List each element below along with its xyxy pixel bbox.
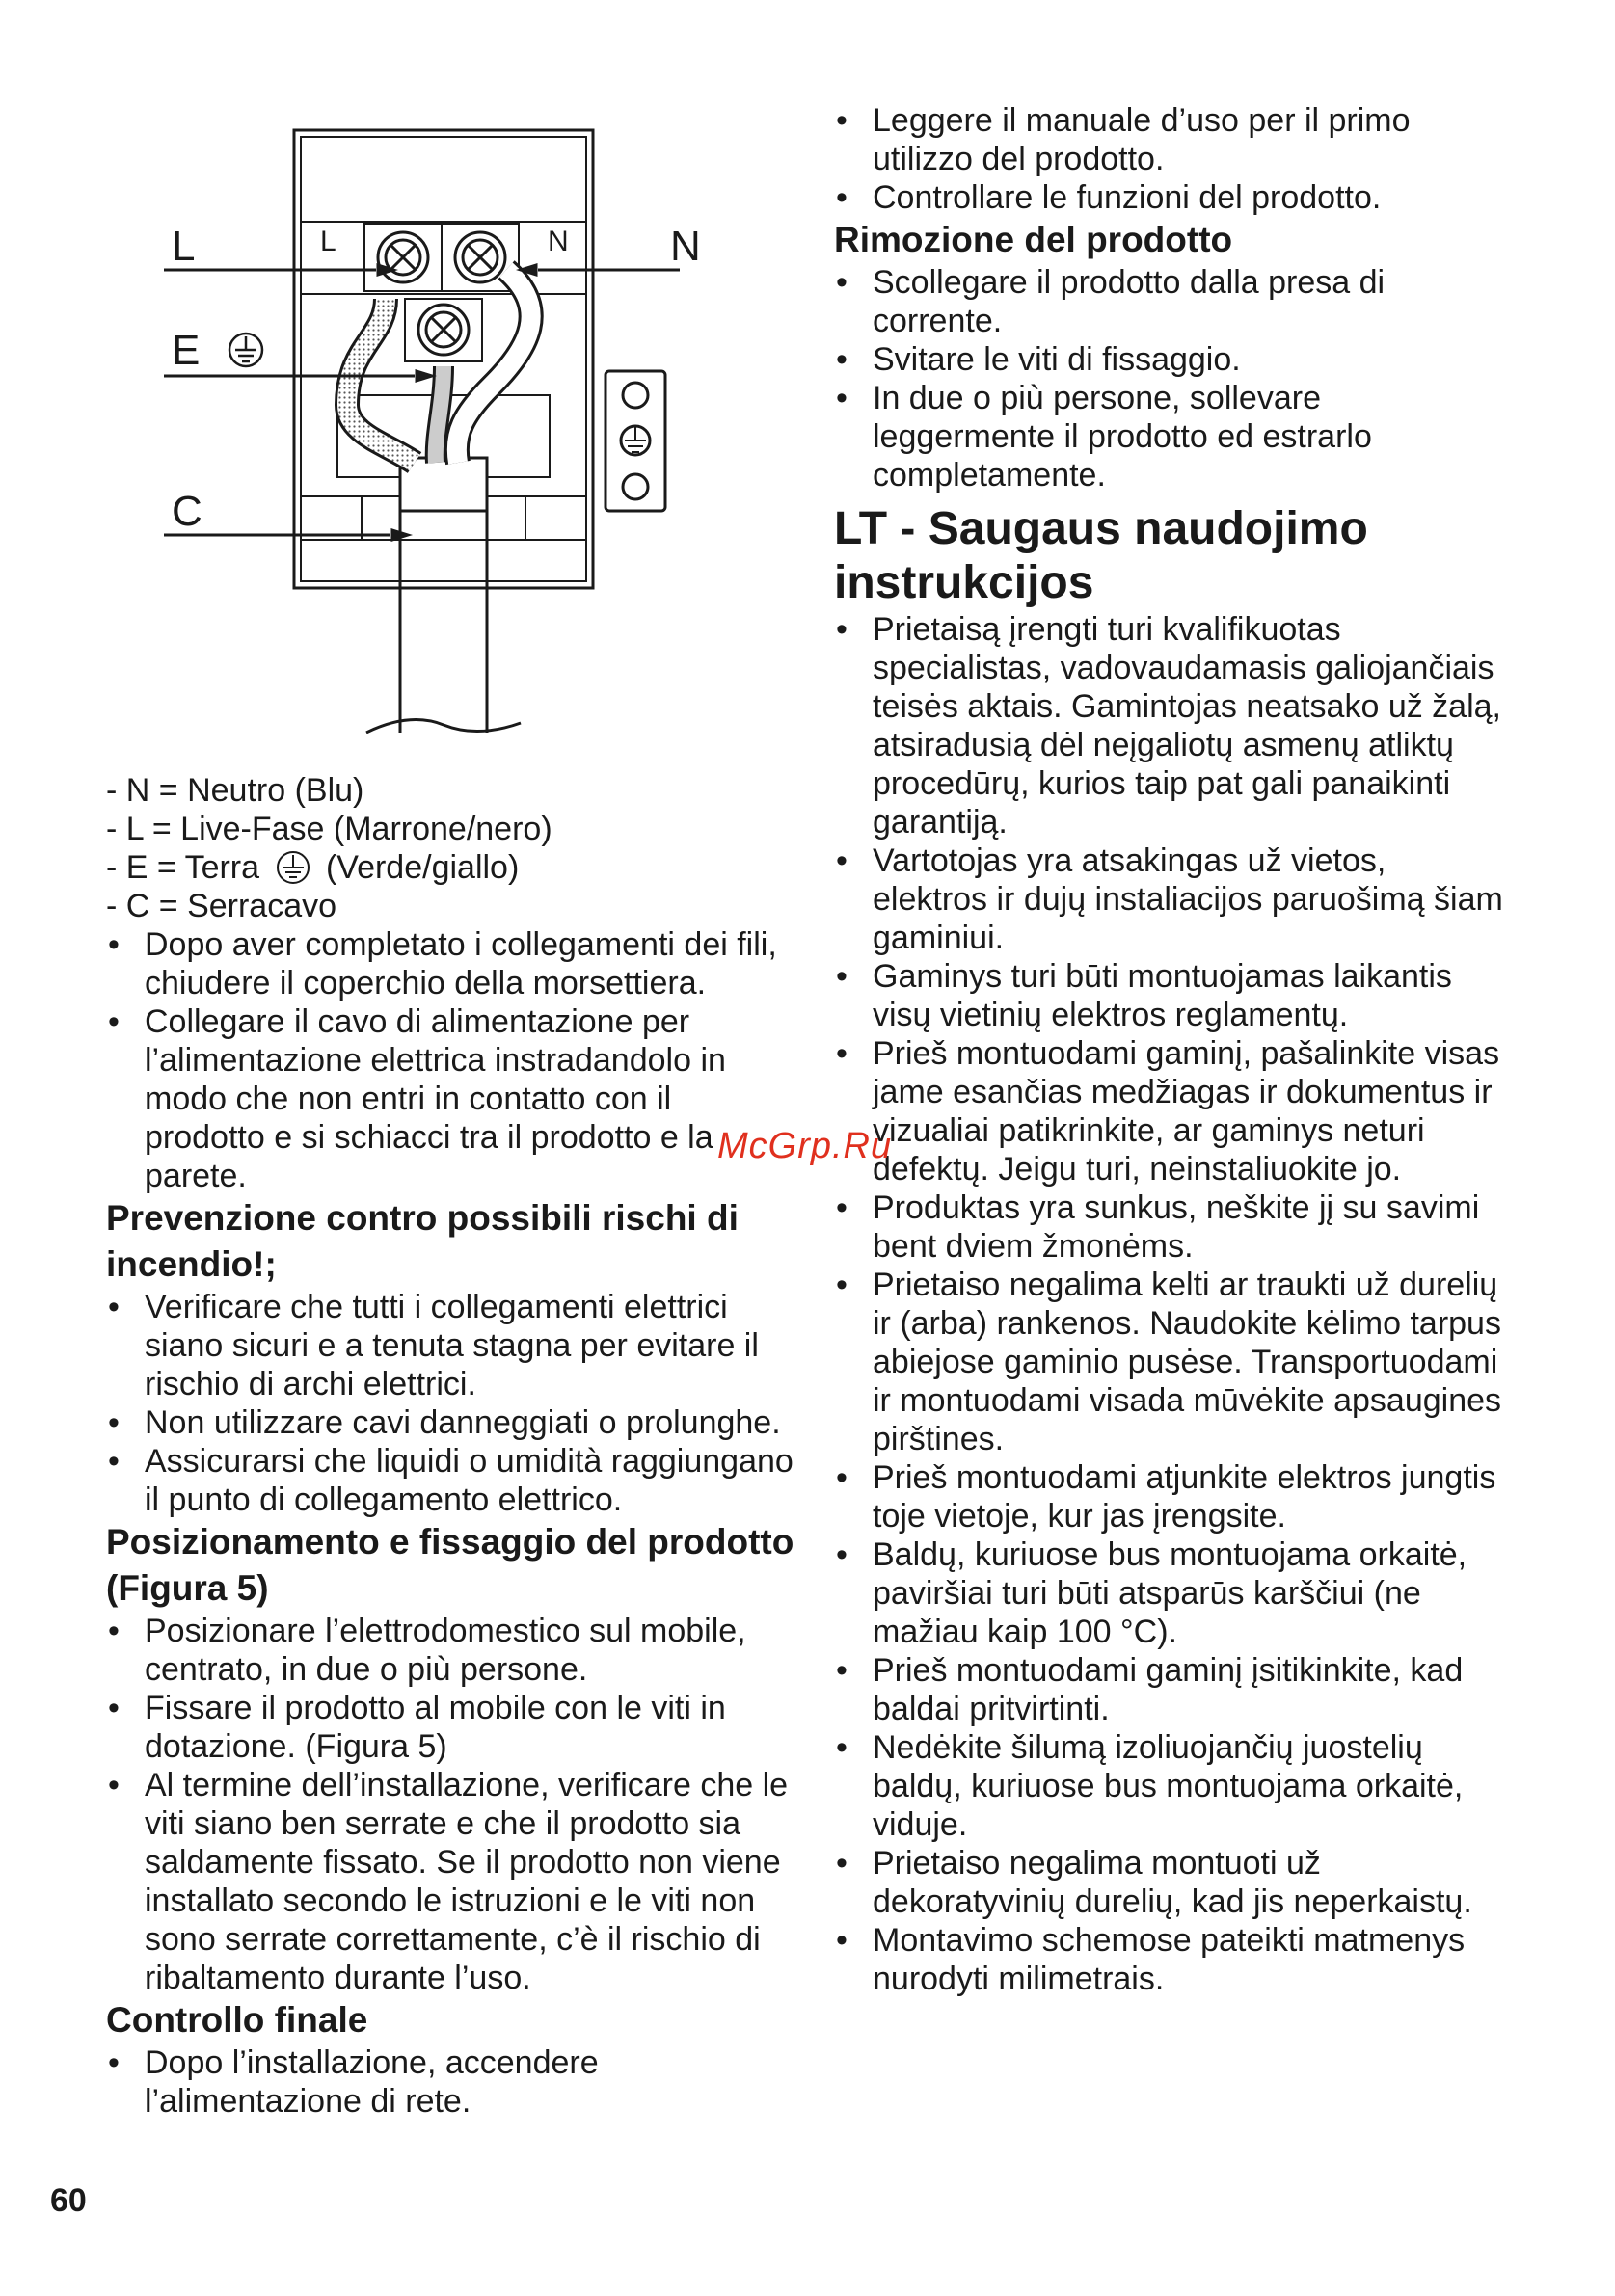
- list-item: • Controllare le funzioni del prodotto.: [834, 178, 1509, 217]
- list-item: • Montavimo schemose pateikti matmenys nurodyti milimetrais.: [834, 1921, 1509, 1998]
- list-item: • Prietaisą įrengti turi kvalifikuotas specialistas, vadovaudamasis galiojančiais teisės aktais. Gamintojas neatsako už žalą, atsiradusią dėl neįgaliotų asmenų atliktų procedūrų, kurios taip pat gali panaikinti garantiją.: [834, 610, 1509, 841]
- diagram-earth-icon: [229, 334, 262, 366]
- list-item: • Posizionare l’elettrodomestico sul mobile, centrato, in due o più persone.: [106, 1612, 800, 1689]
- diagram-label-l: L: [172, 223, 196, 270]
- list-item: • Prieš montuodami gaminį, pašalinkite visas jame esančias medžiagas ir dokumentus ir vizualiai patikrinkite, ar gaminys neturi defektų. Jeigu turi, neinstaliuokite jo.: [834, 1034, 1509, 1188]
- legend-live: - L = Live-Fase (Marrone/nero): [106, 811, 552, 847]
- heading-lt-safety: LT - Saugaus naudojimo instrukcijos: [834, 503, 1368, 608]
- list-item: • Baldų, kuriuose bus montuojama orkaitė, paviršiai turi būti atsparūs karščiui (ne mažiau kaip 100 °C).: [834, 1535, 1509, 1651]
- list-item: • Prietaiso negalima kelti ar traukti už durelių ir (arba) rankenos. Naudokite kėlimo tarpus abiejose gaminio pusėse. Transportuodami ir montuodami visada mūvėkite apsaugines pirštines.: [834, 1266, 1509, 1458]
- diagram-label-e: E: [172, 327, 201, 374]
- lt-bullets: [834, 610, 1509, 1998]
- list-item: • Collegare il cavo di alimentazione per l’alimentazione elettrica instradandolo in modo che non entri in contatto con il prodotto e si schiacci tra il prodotto e la parete.: [106, 1002, 800, 1195]
- diagram-label-c: C: [172, 488, 202, 535]
- fire-bullets: [106, 1288, 800, 1519]
- list-item: • Dopo l’installazione, accendere l’alimentazione di rete.: [106, 2043, 800, 2121]
- legend-earth-prefix: - E = Terra: [106, 849, 260, 886]
- list-item: • Non utilizzare cavi danneggiati o prolunghe.: [106, 1403, 800, 1442]
- terminal-block-wiring-diagram: [154, 116, 701, 752]
- right-column: [834, 101, 1509, 1998]
- list-item: • Prietaiso negalima montuoti už dekoratyvinių durelių, kad jis neperkaistų.: [834, 1844, 1509, 1921]
- removal-bullets: [834, 263, 1509, 494]
- list-item: • Scollegare il prodotto dalla presa di corrente.: [834, 263, 1509, 340]
- terminal-label-l: L: [320, 226, 336, 257]
- list-item: • Svitare le viti di fissaggio.: [834, 340, 1509, 379]
- legend-earth: [106, 848, 800, 887]
- list-item: • Verificare che tutti i collegamenti elettrici siano sicuri e a tenuta stagna per evitare il rischio di archi elettrici.: [106, 1288, 800, 1403]
- page-number: 60: [50, 2182, 87, 2219]
- list-item: • Dopo aver completato i collegamenti dei fili, chiudere il coperchio della morsettiera.: [106, 925, 800, 1002]
- heading-fire-prevention: Prevenzione contro possibili rischi di incendio!;: [106, 1198, 739, 1284]
- top-bullets: [834, 101, 1509, 217]
- heading-removal: Rimozione del prodotto: [834, 220, 1233, 259]
- wiring-bullets: [106, 925, 800, 1195]
- legend-cable-clamp: - C = Serracavo: [106, 888, 337, 924]
- list-item: • Assicurarsi che liquidi o umidità raggiungano il punto di collegamento elettrico.: [106, 1442, 800, 1519]
- diagram-label-n: N: [670, 223, 701, 270]
- list-item: • Produktas yra sunkus, neškite jį su savimi bent dviem žmonėms.: [834, 1188, 1509, 1266]
- list-item: • Vartotojas yra atsakingas už vietos, elektros ir dujų instaliacijos paruošimą šiam gaminiui.: [834, 841, 1509, 957]
- list-item: • Leggere il manuale d’uso per il primo utilizzo del prodotto.: [834, 101, 1509, 178]
- heading-final-check: Controllo finale: [106, 2000, 368, 2040]
- list-item: • Al termine dell’installazione, verificare che le viti siano ben serrate e che il prodotto sia saldamente fissato. Se il prodotto non viene installato secondo le istruzioni e le viti non sono serrate correttamente, c’è il rischio di ribaltamento durante l’uso.: [106, 1766, 800, 1997]
- terminal-box-outline: [294, 130, 593, 588]
- terminal-label-n: N: [548, 226, 569, 257]
- list-item: • Fissare il prodotto al mobile con le viti in dotazione. (Figura 5): [106, 1689, 800, 1766]
- earth-icon: [275, 849, 311, 886]
- legend-neutral: - N = Neutro (Blu): [106, 772, 364, 809]
- list-item: • Gaminys turi būti montuojamas laikantis visų vietinių elektros reglamentų.: [834, 957, 1509, 1034]
- heading-positioning-figure: (Figura 5): [106, 1568, 269, 1608]
- list-item: • Prieš montuodami gaminį įsitikinkite, kad baldai pritvirtinti.: [834, 1651, 1509, 1728]
- list-item: • In due o più persone, sollevare leggermente il prodotto ed estrarlo completamente.: [834, 379, 1509, 494]
- positioning-bullets: [106, 1612, 800, 1997]
- left-column: [106, 771, 800, 2121]
- list-item: • Prieš montuodami atjunkite elektros jungtis toje vietoje, kur jas įrengsite.: [834, 1458, 1509, 1535]
- list-item: • Nedėkite šilumą izoliuojančių juostelių baldų, kuriuose bus montuojama orkaitė, viduje.: [834, 1728, 1509, 1844]
- watermark: McGrp.Ru: [717, 1126, 893, 1166]
- legend-earth-suffix: (Verde/giallo): [325, 849, 520, 886]
- heading-positioning: Posizionamento e fissaggio del prodotto: [106, 1522, 794, 1562]
- final-bullets: [106, 2043, 800, 2121]
